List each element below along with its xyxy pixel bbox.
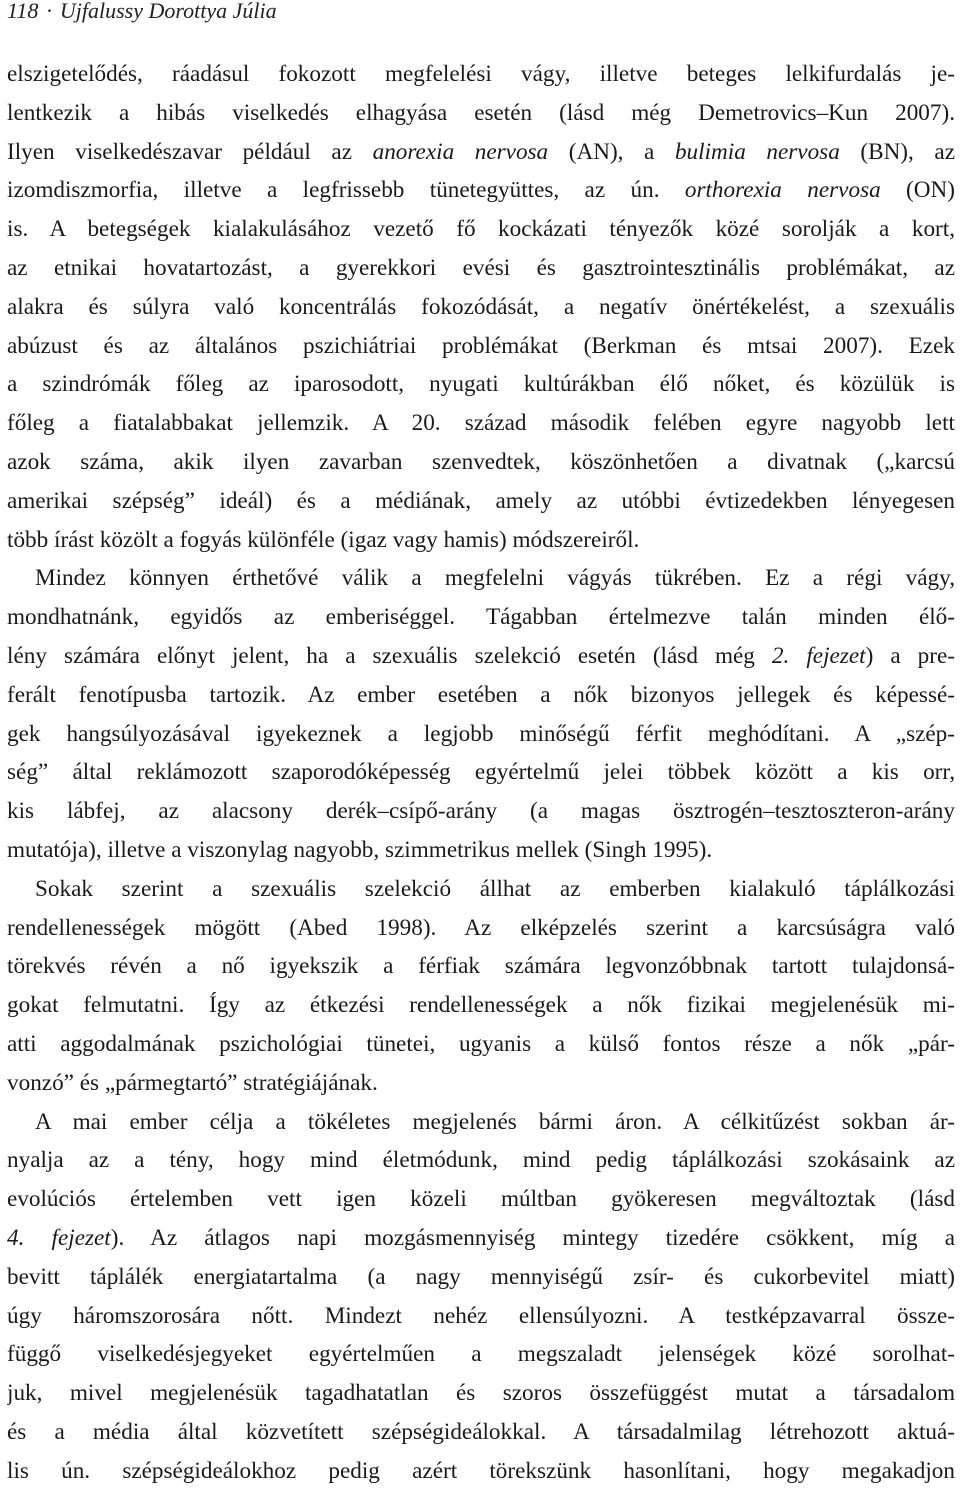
text-line bbox=[7, 1141, 955, 1180]
text-line bbox=[7, 753, 955, 792]
text-segment: ferált fenotípusba tartozik. Az ember esetében a nők bizonyos jellegek és képessé- bbox=[7, 681, 955, 708]
text-segment: rendellenességek mögött (Abed 1998). Az elképzelés szerint a karcsúságra való bbox=[7, 914, 955, 941]
header-author: Ujfalussy Dorottya Júlia bbox=[59, 0, 277, 23]
text-line bbox=[7, 404, 955, 443]
text-segment: ). Az átlagos napi mozgásmennyiség mintegy tizedére csökkent, míg a bbox=[110, 1224, 955, 1251]
body-text bbox=[7, 55, 955, 1490]
text-line bbox=[7, 249, 955, 288]
text-line bbox=[7, 831, 955, 870]
text-segment: lis ún. szépségideálokhoz pedig azért törekszünk hasonlítani, hogy megakadjon bbox=[7, 1457, 955, 1484]
text-line bbox=[7, 1103, 955, 1142]
text-segment: főleg a fiatalabbakat jellemzik. A 20. század második felében egyre nagyobb lett bbox=[7, 410, 955, 437]
header-separator: · bbox=[46, 0, 52, 23]
text-line bbox=[7, 443, 955, 482]
text-segment: több írást közölt a fogyás különféle (igaz vagy hamis) módszereiről. bbox=[7, 526, 640, 553]
text-segment: úgy háromszorosára nőtt. Mindezt nehéz ellensúlyozni. A testképzavarral össze- bbox=[7, 1302, 955, 1329]
text-segment: lény számára előnyt jelent, ha a szexuális szelekció esetén (lásd még bbox=[7, 642, 772, 669]
running-header bbox=[7, 0, 277, 26]
text-line bbox=[7, 1258, 955, 1297]
text-line bbox=[7, 1374, 955, 1413]
text-line bbox=[7, 365, 955, 404]
text-segment: (BN), az bbox=[839, 138, 955, 165]
italic-text: 4. fejezet bbox=[7, 1224, 111, 1251]
text-segment: mutatója), illetve a viszonylag nagyobb, szimmetrikus mellek (Singh 1995). bbox=[7, 836, 713, 863]
text-line bbox=[7, 715, 955, 754]
text-segment: is. A betegségek kialakulásához vezető fő kockázati tényezők közé sorolják a kort, bbox=[7, 216, 955, 243]
text-line bbox=[7, 327, 955, 366]
page-number: 118 bbox=[7, 0, 39, 23]
text-line bbox=[7, 210, 955, 249]
text-line bbox=[7, 521, 955, 560]
text-segment: A mai ember célja a tökéletes megjelenés bármi áron. A célkitűzést sokban ár- bbox=[35, 1108, 955, 1135]
text-segment: bevitt táplálék energiatartalma (a nagy mennyiségű zsír- és cukorbevitel miatt) bbox=[7, 1263, 955, 1290]
text-line bbox=[7, 1064, 955, 1103]
text-segment: (AN), a bbox=[548, 138, 675, 165]
text-segment: izomdiszmorfia, illetve a legfrissebb tünetegyüttes, az ún. bbox=[7, 177, 685, 204]
text-line bbox=[7, 94, 955, 133]
italic-text: 2. fejezet bbox=[771, 642, 866, 669]
text-line bbox=[7, 598, 955, 637]
text-line bbox=[7, 909, 955, 948]
text-segment: nyalja az a tény, hogy mind életmódunk, mind pedig táplálkozási szokásaink az bbox=[7, 1147, 955, 1174]
text-segment: gek hangsúlyozásával igyekeznek a legjobb minőségű férfit meghódítani. A „szép- bbox=[7, 720, 955, 747]
text-segment: abúzust és az általános pszichiátriai problémákat (Berkman és mtsai 2007). Ezek bbox=[7, 332, 955, 359]
text-segment: kis lábfej, az alacsony derék–csípő-arány (a magas ösztrogén–tesztoszteron-arány bbox=[7, 798, 955, 825]
text-segment: mondhatnánk, egyidős az emberiséggel. Tágabban értelmezve talán minden élő- bbox=[7, 604, 955, 631]
text-segment: lentkezik a hibás viselkedés elhagyása esetén (lásd még Demetrovics–Kun 2007). bbox=[7, 99, 955, 126]
italic-text: orthorexia nervosa bbox=[684, 177, 881, 204]
text-segment: az etnikai hovatartozást, a gyerekkori evési és gasztrointesztinális problémákat, az bbox=[7, 254, 955, 281]
text-line bbox=[7, 55, 955, 94]
text-line bbox=[7, 1219, 955, 1258]
text-segment: amerikai szépség” ideál) és a médiának, amely az utóbbi évtizedekben lényegesen bbox=[7, 487, 955, 514]
text-segment: azok száma, akik ilyen zavarban szenvedtek, köszönhetően a divatnak („karcsú bbox=[7, 448, 955, 475]
text-segment: a szindrómák főleg az iparosodott, nyugati kultúrákban élő nőket, és közülük is bbox=[7, 371, 955, 398]
text-line bbox=[7, 1413, 955, 1452]
text-line bbox=[7, 1452, 955, 1491]
text-line bbox=[7, 870, 955, 909]
text-segment: ség” által reklámozott szaporodóképesség egyértelmű jelei többek között a kis orr, bbox=[7, 759, 955, 786]
text-segment: Mindez könnyen érthetővé válik a megfelelni vágyás tükrében. Ez a régi vágy, bbox=[35, 565, 955, 592]
italic-text: anorexia nervosa bbox=[372, 138, 549, 165]
text-line bbox=[7, 1025, 955, 1064]
text-line bbox=[7, 482, 955, 521]
text-segment: és a média által közvetített szépségideálokkal. A társadalmilag létrehozott aktuá- bbox=[7, 1418, 955, 1445]
text-line bbox=[7, 986, 955, 1025]
text-segment: gokat felmutatni. Így az étkezési rendellenességek a nők fizikai megjelenésük mi- bbox=[7, 992, 955, 1019]
text-segment: Sokak szerint a szexuális szelekció állhat az emberben kialakuló táplálkozási bbox=[35, 875, 955, 902]
text-segment: törekvés révén a nő igyekszik a férfiak számára legvonzóbbnak tartott tulajdonsá- bbox=[7, 953, 955, 980]
text-segment: alakra és súlyra való koncentrálás fokozódását, a negatív önértékelést, a szexuális bbox=[7, 293, 955, 320]
text-segment: elszigetelődés, ráadásul fokozott megfelelési vágy, illetve beteges lelkifurdalás je- bbox=[7, 61, 955, 87]
text-segment: vonzó” és „pármegtartó” stratégiájának. bbox=[7, 1069, 378, 1096]
text-line bbox=[7, 171, 955, 210]
text-line bbox=[7, 1335, 955, 1374]
text-segment: függő viselkedésjegyeket egyértelműen a megszaladt jelenségek közé sorolhat- bbox=[7, 1341, 955, 1368]
text-line bbox=[7, 1297, 955, 1336]
text-segment: Ilyen viselkedészavar például az bbox=[7, 138, 373, 165]
text-line bbox=[7, 288, 955, 327]
text-segment: juk, mivel megjelenésük tagadhatatlan és szoros összefüggést mutat a társadalom bbox=[7, 1380, 955, 1407]
text-line bbox=[7, 133, 955, 172]
text-line bbox=[7, 637, 955, 676]
text-line bbox=[7, 1180, 955, 1219]
text-line bbox=[7, 792, 955, 831]
text-line bbox=[7, 559, 955, 598]
text-segment: (ON) bbox=[880, 177, 955, 204]
text-segment: ) a pre- bbox=[865, 642, 955, 669]
text-line bbox=[7, 676, 955, 715]
text-segment: evolúciós értelemben vett igen közeli múltban gyökeresen megváltoztak (lásd bbox=[7, 1186, 955, 1213]
text-segment: atti aggodalmának pszichológiai tünetei, ugyanis a külső fontos része a nők „pár- bbox=[7, 1030, 955, 1057]
italic-text: bulimia nervosa bbox=[674, 138, 840, 165]
text-line bbox=[7, 947, 955, 986]
